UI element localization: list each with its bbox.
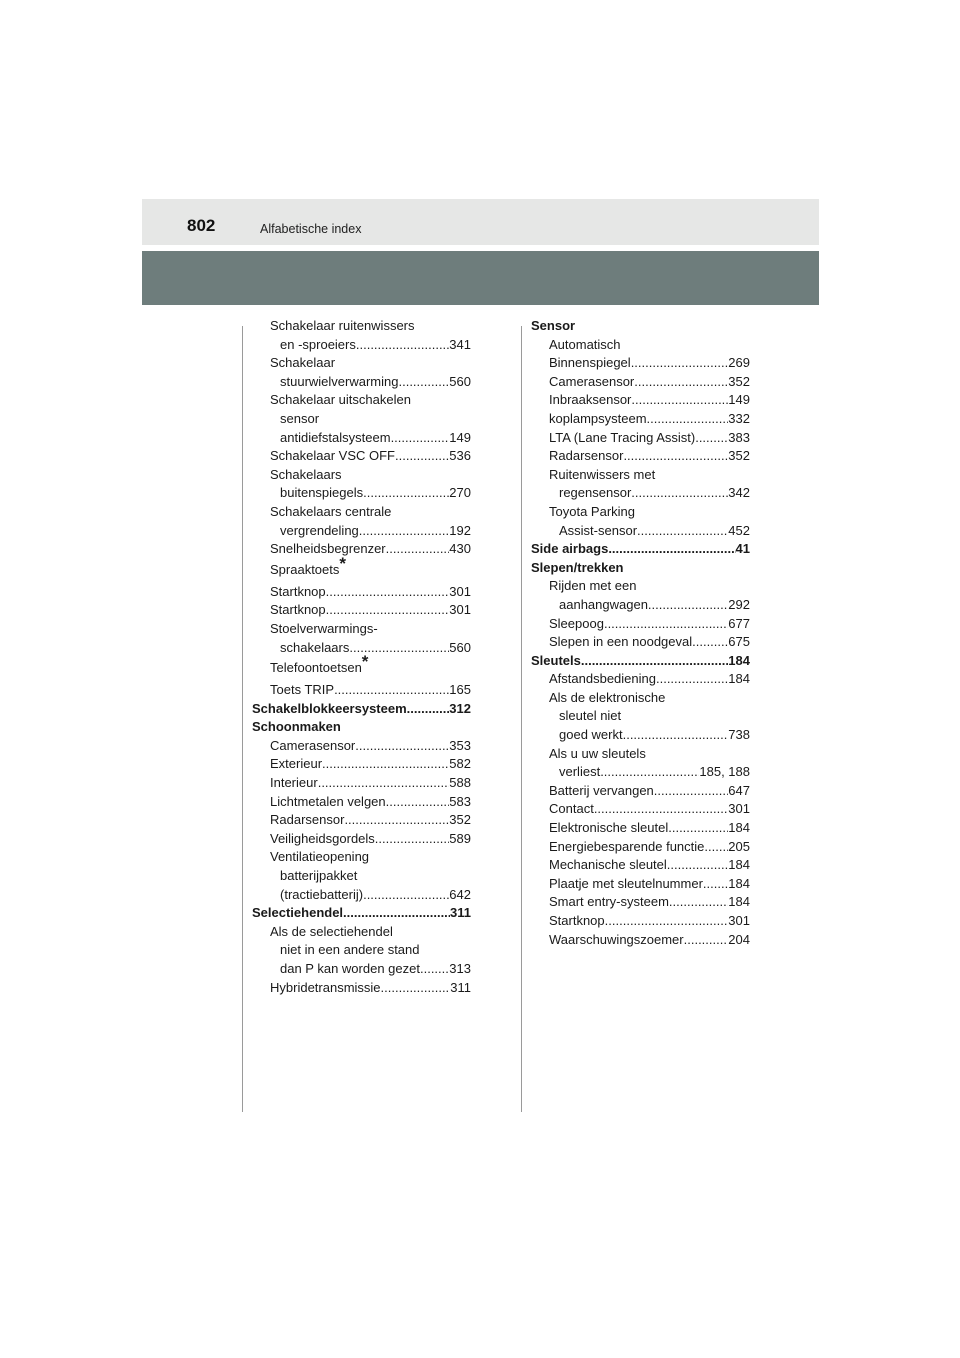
index-entry	[252, 923, 471, 942]
dot-leader	[648, 596, 728, 615]
entry-term: Startknop	[270, 602, 326, 618]
entry-page-number: 536	[449, 448, 471, 464]
entry-page-number: 311	[450, 979, 471, 995]
entry-term: Stoelverwarmings-	[270, 620, 378, 636]
entry-term: Ventilatieopening	[270, 849, 370, 865]
entry-term: Side airbags	[531, 541, 609, 557]
entry-term: Elektronische sleutel	[549, 820, 669, 836]
index-entry	[252, 336, 471, 355]
entry-term: Slepen in een noodgeval	[549, 634, 693, 650]
entry-page-number: 149	[449, 429, 471, 445]
dot-leader	[695, 429, 728, 448]
index-entry	[531, 782, 750, 801]
index-entry	[531, 615, 750, 634]
entry-term: schakelaars	[280, 639, 350, 655]
entry-term: Exterieur	[270, 756, 323, 772]
index-entry	[531, 633, 750, 652]
entry-term: Waarschuwingszoemer	[549, 931, 684, 947]
entry-term: Schakelaars centrale	[270, 503, 392, 519]
entry-page-number: 352	[728, 448, 750, 464]
entry-term: Plaatje met sleutelnummer	[549, 875, 703, 891]
dot-leader	[654, 782, 729, 801]
page-number: 802	[187, 216, 216, 235]
index-entry	[252, 960, 471, 979]
index-entry	[531, 391, 750, 410]
entry-term: Schakelaar VSC OFF	[270, 448, 395, 464]
entry-page-number: 165	[449, 682, 471, 698]
dot-leader	[386, 540, 450, 559]
index-entry	[252, 553, 471, 583]
index-entry	[531, 912, 750, 931]
dot-leader	[343, 904, 450, 923]
entry-page-number: 301	[449, 602, 471, 618]
entry-term: Inbraaksensor	[549, 392, 632, 408]
index-entry	[252, 540, 471, 559]
entry-term: Rijden met een	[549, 578, 637, 594]
dot-leader	[326, 601, 450, 620]
entry-term: Als de elektronische	[549, 689, 666, 705]
entry-page-number: 560	[449, 373, 471, 389]
dot-leader	[684, 931, 729, 950]
index-entry	[252, 904, 471, 923]
entry-term: Schakelaar uitschakelen	[270, 392, 411, 408]
entry-page-number: 560	[449, 639, 471, 655]
index-entry	[252, 522, 471, 541]
entry-term: Hybridetransmissie	[270, 979, 381, 995]
index-entry	[252, 354, 471, 373]
entry-page-number: 332	[728, 410, 750, 426]
dot-leader	[322, 755, 449, 774]
index-entry	[252, 317, 471, 336]
index-entry	[531, 670, 750, 689]
index-entry	[531, 559, 750, 578]
entry-page-number: 311	[450, 905, 471, 921]
dot-leader	[391, 429, 450, 448]
index-entry	[531, 317, 750, 336]
dot-leader	[363, 886, 449, 905]
dot-leader	[386, 793, 450, 812]
entry-term: Camerasensor	[549, 373, 635, 389]
section-title: Alfabetische index	[260, 222, 362, 236]
entry-term: Energiebesparende functie	[549, 838, 705, 854]
index-entry	[252, 700, 471, 719]
index-entry	[252, 867, 471, 886]
index-entry	[531, 819, 750, 838]
entry-page-number: 204	[728, 931, 750, 947]
entry-page-number: 642	[449, 886, 471, 902]
entry-term: goed werkt	[559, 727, 623, 743]
entry-page-number: 342	[728, 485, 750, 501]
dot-leader	[704, 838, 728, 857]
dot-leader	[623, 447, 728, 466]
entry-page-number: 185, 188	[699, 764, 750, 780]
index-entry	[252, 466, 471, 485]
index-entry	[252, 447, 471, 466]
entry-page-number: 192	[449, 522, 471, 538]
dot-leader	[318, 774, 450, 793]
index-entry	[252, 429, 471, 448]
right-column-rule	[521, 326, 522, 1112]
entry-page-number: 675	[728, 634, 750, 650]
dot-leader	[631, 391, 728, 410]
index-entry	[531, 893, 750, 912]
entry-page-number: 452	[728, 522, 750, 538]
dot-leader	[608, 540, 735, 559]
entry-term: verliest	[559, 764, 601, 780]
index-entry	[252, 941, 471, 960]
index-entry	[531, 931, 750, 950]
entry-page-number: 341	[449, 336, 471, 352]
index-entry	[531, 447, 750, 466]
dot-leader	[381, 979, 451, 998]
entry-page-number: 270	[449, 485, 471, 501]
dot-leader	[637, 522, 728, 541]
entry-page-number: 301	[728, 913, 750, 928]
entry-term: en -sproeiers	[280, 336, 356, 352]
entry-term: Radarsensor	[270, 812, 345, 828]
entry-page-number: 312	[449, 700, 471, 716]
index-entry	[252, 620, 471, 639]
entry-term: sensor	[280, 410, 320, 426]
footnote-asterisk: *	[339, 553, 346, 573]
entry-term: niet in een andere stand	[280, 942, 420, 958]
entry-term: batterijpakket	[280, 868, 358, 884]
entry-term: vergrendeling	[280, 522, 359, 538]
entry-page-number: 149	[728, 392, 750, 408]
dot-leader	[420, 960, 449, 979]
entry-term: Schakelaars	[270, 466, 342, 482]
index-entry	[531, 336, 750, 355]
entry-term: Schakelblokkeersysteem	[252, 700, 407, 716]
index-entry	[252, 583, 471, 602]
index-entry	[252, 373, 471, 392]
entry-page-number: 269	[728, 355, 750, 371]
index-column-left	[252, 317, 471, 997]
index-entry	[531, 373, 750, 392]
entry-term: Batterij vervangen	[549, 782, 654, 798]
dot-leader	[375, 830, 450, 849]
dot-leader	[395, 447, 449, 466]
index-entry	[531, 522, 750, 541]
dot-leader	[334, 681, 449, 700]
entry-page-number: 313	[449, 961, 471, 976]
index-entry	[252, 484, 471, 503]
index-entry	[531, 856, 750, 875]
index-entry	[252, 755, 471, 774]
entry-term: Telefoontoetsen	[270, 660, 362, 676]
entry-page-number: 184	[728, 875, 750, 891]
dot-leader	[656, 670, 728, 689]
entry-page-number: 301	[728, 801, 750, 817]
entry-term: regensensor	[559, 485, 632, 501]
index-entry	[252, 652, 471, 681]
dot-leader	[600, 763, 699, 782]
entry-page-number: 301	[449, 583, 471, 599]
entry-term: Contact	[549, 801, 594, 817]
entry-page-number: 184	[728, 652, 750, 668]
entry-term: Binnenspiegel	[549, 355, 631, 371]
dot-leader	[668, 819, 728, 838]
entry-term: antidiefstalsysteem	[280, 429, 391, 445]
index-entry	[531, 503, 750, 522]
entry-term: Interieur	[270, 775, 318, 791]
entry-term: Schakelaar ruitenwissers	[270, 318, 415, 333]
entry-term: stuurwielverwarming	[280, 373, 399, 389]
entry-term: Als u uw sleutels	[549, 745, 646, 761]
index-entry	[252, 774, 471, 793]
entry-page-number: 292	[728, 596, 750, 612]
index-entry	[252, 601, 471, 620]
entry-term: koplampsysteem	[549, 410, 647, 426]
entry-term: Mechanische sleutel	[549, 857, 667, 873]
entry-term: Snelheidsbegrenzer	[270, 541, 386, 557]
index-entry	[252, 681, 471, 700]
index-entry	[531, 745, 750, 764]
entry-term: Afstandsbediening	[549, 671, 656, 687]
entry-term: Als de selectiehendel	[270, 923, 393, 939]
dot-leader	[355, 737, 449, 756]
entry-term: Schakelaar	[270, 355, 336, 371]
index-entry	[531, 540, 750, 559]
entry-page-number: 383	[728, 429, 750, 445]
entry-page-number: 647	[728, 782, 750, 798]
entry-term: dan P kan worden gezet	[280, 961, 420, 976]
index-entry	[531, 429, 750, 448]
entry-term: Automatisch	[549, 336, 621, 352]
index-entry	[531, 707, 750, 726]
index-entry	[252, 979, 471, 998]
index-entry	[531, 484, 750, 503]
entry-term: Selectiehendel	[252, 905, 344, 921]
entry-page-number: 738	[728, 727, 750, 743]
entry-term: Sleepoog	[549, 615, 604, 631]
entry-term: Radarsensor	[549, 448, 624, 464]
dot-leader	[363, 484, 449, 503]
index-entry	[531, 726, 750, 745]
entry-term: Smart entry-systeem	[549, 894, 669, 910]
index-entry	[531, 689, 750, 708]
index-entry	[252, 793, 471, 812]
dot-leader	[692, 633, 728, 652]
entry-term: sleutel niet	[559, 708, 622, 724]
entry-term: Lichtmetalen velgen	[270, 793, 386, 809]
entry-page-number: 677	[728, 615, 750, 631]
index-entry	[252, 391, 471, 410]
dot-leader	[594, 800, 728, 819]
header-band	[142, 251, 819, 305]
index-entry	[252, 737, 471, 756]
entry-term: Toyota Parking	[549, 503, 635, 519]
dot-leader	[634, 373, 728, 392]
index-entry	[252, 886, 471, 905]
dot-leader	[604, 615, 728, 634]
dot-leader	[703, 875, 728, 894]
entry-page-number: 583	[449, 793, 471, 809]
index-entry	[531, 652, 750, 671]
entry-page-number: 184	[728, 671, 750, 687]
entry-page-number: 184	[728, 894, 750, 910]
entry-term: (tractiebatterij)	[280, 886, 364, 902]
entry-term: Slepen/trekken	[531, 559, 624, 575]
left-column-rule	[242, 326, 243, 1112]
entry-term: buitenspiegels	[280, 485, 364, 501]
dot-leader	[398, 373, 449, 392]
entry-term: Startknop	[270, 583, 326, 599]
dot-leader	[356, 336, 449, 355]
entry-term: aanhangwagen	[559, 596, 648, 612]
index-entry	[531, 838, 750, 857]
index-entry	[531, 466, 750, 485]
index-entry	[531, 410, 750, 429]
entry-term: Toets TRIP	[270, 682, 335, 698]
index-entry	[252, 811, 471, 830]
index-entry	[531, 577, 750, 596]
index-entry	[252, 848, 471, 867]
dot-leader	[407, 700, 450, 719]
entry-page-number: 430	[449, 541, 471, 557]
entry-term: Spraaktoets	[270, 561, 340, 577]
dot-leader	[631, 484, 728, 503]
index-entry	[531, 875, 750, 894]
dot-leader	[359, 522, 450, 541]
index-entry	[252, 503, 471, 522]
entry-page-number: 582	[449, 756, 471, 772]
footnote-asterisk: *	[361, 652, 369, 672]
entry-page-number: 588	[449, 775, 471, 791]
entry-page-number: 589	[449, 830, 471, 846]
entry-term: Veiligheidsgordels	[270, 830, 375, 846]
entry-page-number: 353	[449, 737, 471, 753]
entry-term: Sensor	[531, 318, 576, 333]
index-entry	[531, 800, 750, 819]
entry-page-number: 205	[728, 838, 750, 854]
dot-leader	[669, 893, 728, 912]
dot-leader	[647, 410, 729, 429]
entry-page-number: 352	[728, 373, 750, 389]
entry-term: LTA (Lane Tracing Assist)	[549, 429, 696, 445]
index-entry	[252, 410, 471, 429]
header-strip	[142, 199, 819, 245]
entry-term: Ruitenwissers met	[549, 466, 656, 482]
index-column-right	[531, 317, 750, 949]
dot-leader	[631, 354, 729, 373]
entry-page-number: 41	[735, 541, 750, 557]
entry-term: Schoonmaken	[252, 719, 341, 735]
index-entry	[252, 718, 471, 737]
entry-page-number: 184	[728, 820, 750, 836]
entry-term: Sleutels	[531, 652, 581, 668]
dot-leader	[344, 811, 449, 830]
dot-leader	[623, 726, 729, 745]
index-entry	[531, 763, 750, 782]
entry-term: Startknop	[549, 913, 605, 928]
entry-page-number: 184	[728, 857, 750, 873]
index-entry	[252, 830, 471, 849]
dot-leader	[667, 856, 729, 875]
dot-leader	[326, 583, 450, 602]
dot-leader	[581, 652, 728, 671]
index-entry	[531, 596, 750, 615]
entry-term: Camerasensor	[270, 737, 356, 753]
dot-leader	[605, 912, 729, 931]
entry-page-number: 352	[449, 812, 471, 828]
index-entry	[531, 354, 750, 373]
entry-term: Assist-sensor	[559, 522, 638, 538]
